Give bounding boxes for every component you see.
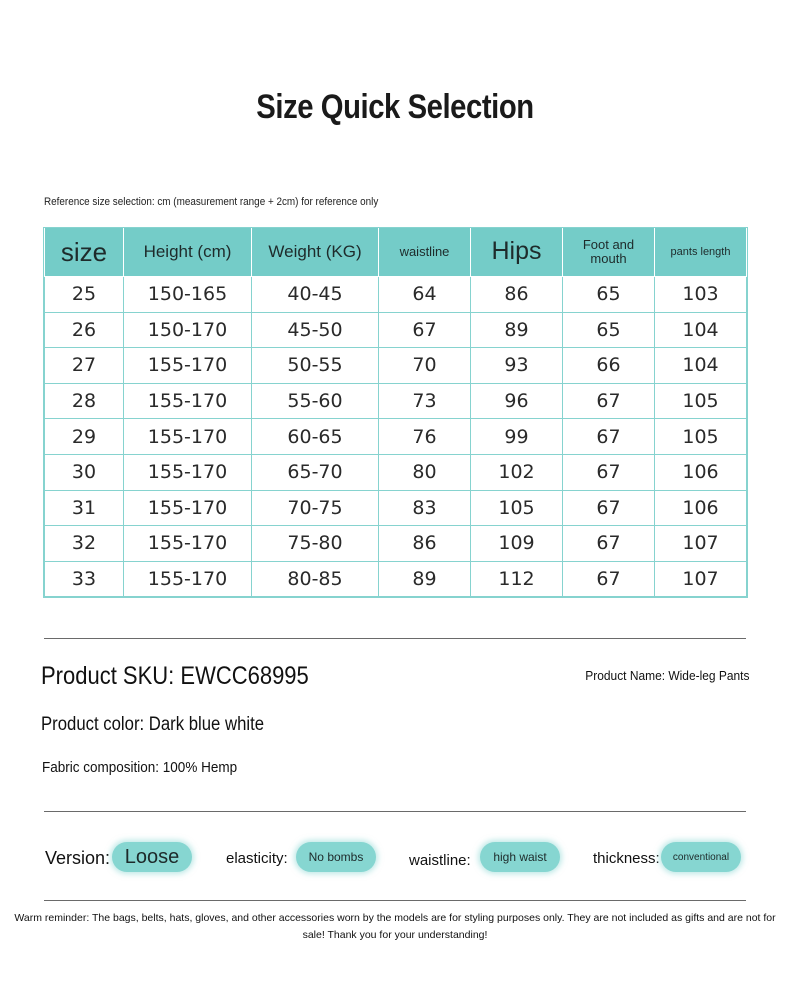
cell-hips: 96 — [471, 383, 563, 419]
warm-reminder: Warm reminder: The bags, belts, hats, gloves, and other accessories worn by the models are for styling purposes only. They are not included as gifts and are not for sale! Thank you for your understanding! — [14, 912, 776, 941]
table-row — [45, 419, 747, 455]
header-height: Height (cm) — [124, 228, 252, 277]
cell-hips: 109 — [471, 526, 563, 562]
cell-weight: 55-60 — [252, 383, 379, 419]
cell-waistline: 86 — [379, 526, 471, 562]
cell-height: 155-170 — [124, 561, 252, 597]
header-size: size — [45, 228, 124, 277]
header-weight: Weight (KG) — [252, 228, 379, 277]
cell-foot-mouth: 66 — [563, 348, 655, 384]
cell-foot-mouth: 67 — [563, 561, 655, 597]
cell-size: 30 — [45, 454, 124, 490]
divider-middle — [44, 811, 746, 812]
size-table — [44, 228, 747, 597]
table-header-row — [45, 228, 747, 277]
cell-size: 25 — [45, 277, 124, 313]
elasticity-badge: No bombs — [296, 842, 376, 872]
table-row — [45, 383, 747, 419]
waistline-label: waistline: — [409, 852, 471, 869]
cell-hips: 112 — [471, 561, 563, 597]
table-row — [45, 561, 747, 597]
elasticity-label: elasticity: — [226, 850, 288, 867]
header-foot-mouth: Foot and mouth — [563, 228, 655, 277]
cell-weight: 80-85 — [252, 561, 379, 597]
fabric-composition: Fabric composition: 100% Hemp — [42, 759, 238, 776]
thickness-label: thickness: — [593, 850, 660, 867]
cell-size: 31 — [45, 490, 124, 526]
attributes-row — [0, 836, 790, 880]
cell-foot-mouth: 65 — [563, 312, 655, 348]
cell-weight: 50-55 — [252, 348, 379, 384]
cell-weight: 60-65 — [252, 419, 379, 455]
version-badge: Loose — [112, 842, 192, 872]
table-row — [45, 454, 747, 490]
product-sku: Product SKU: EWCC68995 — [41, 662, 309, 690]
table-row — [45, 526, 747, 562]
header-hips: Hips — [471, 228, 563, 277]
divider-top — [44, 638, 746, 639]
cell-foot-mouth: 67 — [563, 454, 655, 490]
cell-hips: 86 — [471, 277, 563, 313]
table-row — [45, 490, 747, 526]
product-name: Product Name: Wide-leg Pants — [584, 668, 749, 683]
cell-pants-length: 106 — [655, 454, 747, 490]
cell-size: 29 — [45, 419, 124, 455]
cell-hips: 105 — [471, 490, 563, 526]
cell-waistline: 70 — [379, 348, 471, 384]
cell-weight: 75-80 — [252, 526, 379, 562]
waistline-badge: high waist — [480, 842, 560, 872]
cell-height: 155-170 — [124, 419, 252, 455]
cell-pants-length: 103 — [655, 277, 747, 313]
cell-pants-length: 107 — [655, 561, 747, 597]
cell-weight: 65-70 — [252, 454, 379, 490]
table-row — [45, 312, 747, 348]
cell-size: 32 — [45, 526, 124, 562]
cell-hips: 93 — [471, 348, 563, 384]
cell-pants-length: 105 — [655, 419, 747, 455]
cell-height: 150-165 — [124, 277, 252, 313]
table-row — [45, 277, 747, 313]
cell-waistline: 89 — [379, 561, 471, 597]
cell-size: 27 — [45, 348, 124, 384]
cell-waistline: 83 — [379, 490, 471, 526]
cell-size: 28 — [45, 383, 124, 419]
cell-waistline: 80 — [379, 454, 471, 490]
cell-foot-mouth: 67 — [563, 383, 655, 419]
header-pants-length: pants length — [655, 228, 747, 277]
cell-height: 155-170 — [124, 454, 252, 490]
reference-note: Reference size selection: cm (measurement range + 2cm) for reference only — [44, 196, 379, 208]
cell-foot-mouth: 65 — [563, 277, 655, 313]
cell-pants-length: 104 — [655, 348, 747, 384]
cell-pants-length: 107 — [655, 526, 747, 562]
cell-height: 155-170 — [124, 490, 252, 526]
header-waistline: waistline — [379, 228, 471, 277]
cell-foot-mouth: 67 — [563, 419, 655, 455]
cell-height: 150-170 — [124, 312, 252, 348]
cell-weight: 40-45 — [252, 277, 379, 313]
cell-waistline: 64 — [379, 277, 471, 313]
cell-waistline: 73 — [379, 383, 471, 419]
cell-waistline: 67 — [379, 312, 471, 348]
cell-size: 26 — [45, 312, 124, 348]
page-title: Size Quick Selection — [256, 88, 534, 126]
cell-height: 155-170 — [124, 383, 252, 419]
version-label: Version: — [45, 848, 111, 868]
cell-height: 155-170 — [124, 348, 252, 384]
cell-hips: 102 — [471, 454, 563, 490]
product-color: Product color: Dark blue white — [41, 714, 265, 735]
cell-size: 33 — [45, 561, 124, 597]
cell-height: 155-170 — [124, 526, 252, 562]
table-row — [45, 348, 747, 384]
table-body — [45, 277, 747, 597]
cell-hips: 89 — [471, 312, 563, 348]
cell-weight: 70-75 — [252, 490, 379, 526]
cell-weight: 45-50 — [252, 312, 379, 348]
cell-hips: 99 — [471, 419, 563, 455]
cell-pants-length: 104 — [655, 312, 747, 348]
divider-bottom — [44, 900, 746, 901]
cell-foot-mouth: 67 — [563, 490, 655, 526]
cell-pants-length: 106 — [655, 490, 747, 526]
thickness-badge: conventional — [661, 842, 741, 872]
cell-waistline: 76 — [379, 419, 471, 455]
cell-pants-length: 105 — [655, 383, 747, 419]
cell-foot-mouth: 67 — [563, 526, 655, 562]
